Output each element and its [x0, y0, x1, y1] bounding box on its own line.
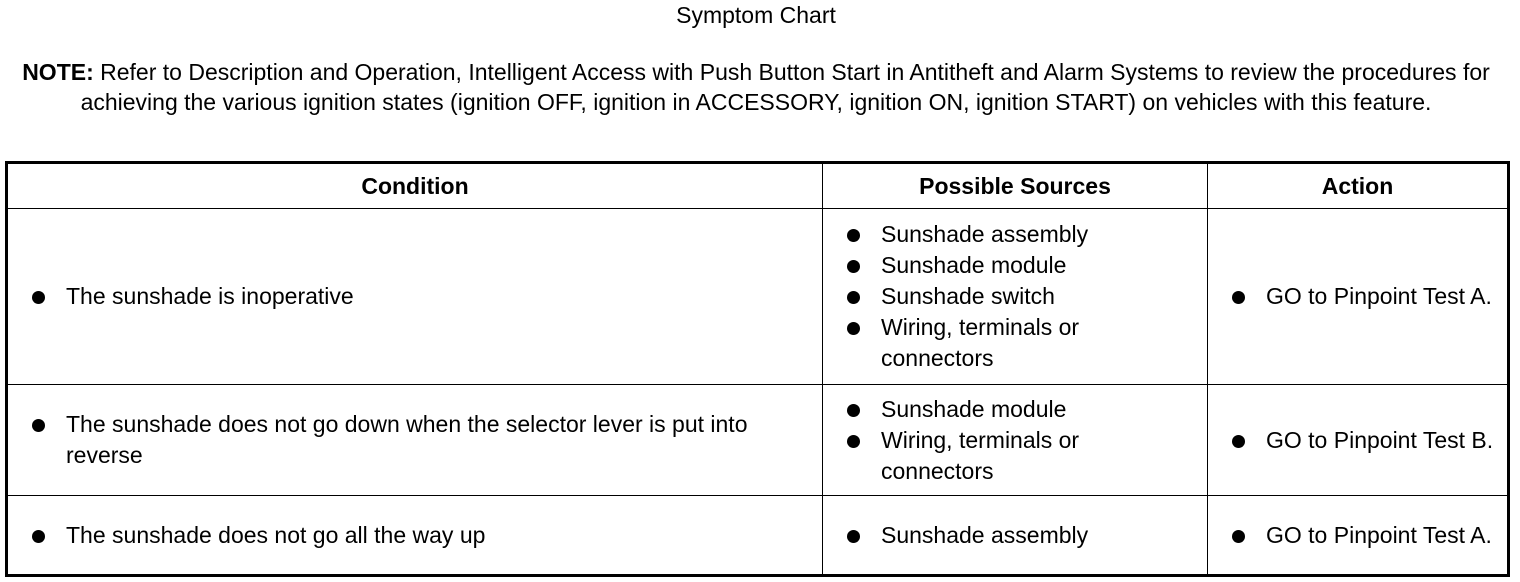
source-item: Wiring, terminals or connectors [845, 425, 1197, 487]
note-paragraph [18, 57, 1494, 117]
source-item: Sunshade assembly [845, 219, 1197, 250]
source-item: Sunshade switch [845, 281, 1197, 312]
source-item: Wiring, terminals or connectors [845, 312, 1197, 374]
symptom-table [5, 161, 1510, 577]
note-label: NOTE: [22, 59, 94, 85]
sources-cell [823, 496, 1208, 576]
table-row [7, 385, 1509, 496]
source-item: Sunshade module [845, 250, 1197, 281]
header-possible-sources: Possible Sources [823, 163, 1208, 209]
action-item: GO to Pinpoint Test A. [1230, 520, 1497, 551]
source-item: Sunshade module [845, 394, 1197, 425]
table-row [7, 496, 1509, 576]
condition-cell [7, 496, 823, 576]
page-title: Symptom Chart [676, 2, 836, 28]
condition-item: The sunshade does not go down when the selector lever is put into reverse [30, 409, 812, 471]
sources-cell [823, 385, 1208, 496]
action-item: GO to Pinpoint Test B. [1230, 425, 1497, 456]
condition-item: The sunshade does not go all the way up [30, 520, 812, 551]
action-cell [1208, 385, 1509, 496]
condition-item: The sunshade is inoperative [30, 281, 812, 312]
condition-cell [7, 209, 823, 385]
action-cell [1208, 496, 1509, 576]
action-item: GO to Pinpoint Test A. [1230, 281, 1497, 312]
header-condition: Condition [7, 163, 823, 209]
header-action: Action [1208, 163, 1509, 209]
table-row [7, 209, 1509, 385]
table-header-row [7, 163, 1509, 209]
sources-cell [823, 209, 1208, 385]
action-cell [1208, 209, 1509, 385]
source-item: Sunshade assembly [845, 520, 1197, 551]
note-text: Refer to Description and Operation, Intelligent Access with Push Button Start in Antitheft and Alarm Systems to review the procedures for achieving the various ignition states (ignition OFF, ignition in ACCESSORY, ignition ON, ignition START) on vehicles with this feature. [80, 59, 1490, 115]
condition-cell [7, 385, 823, 496]
